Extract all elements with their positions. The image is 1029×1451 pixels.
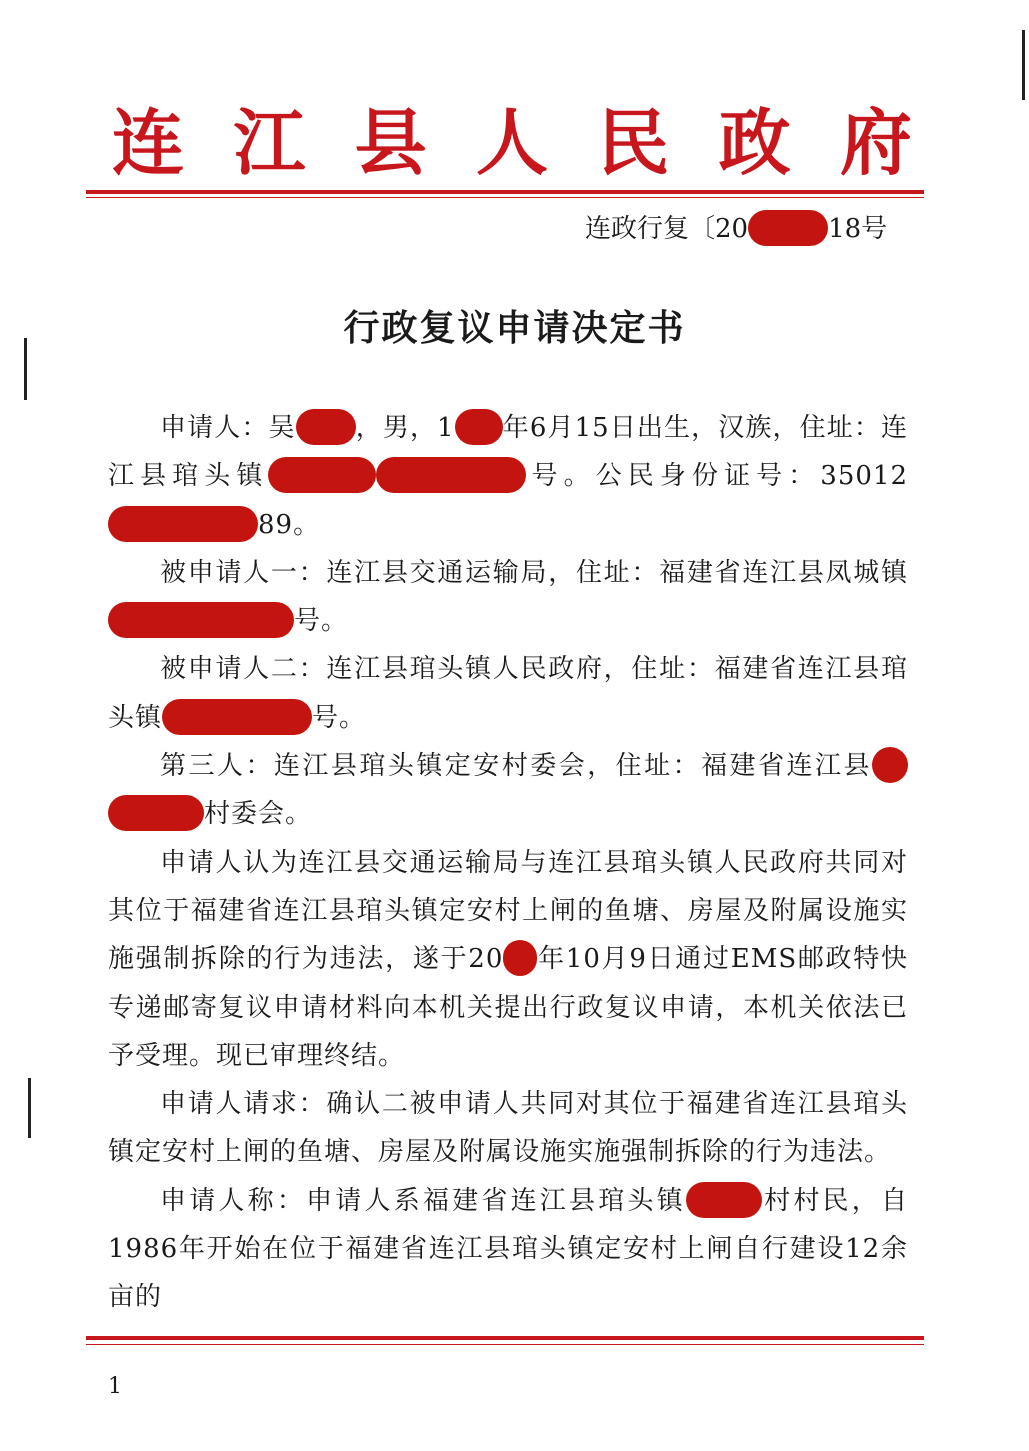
paragraph-applicant bbox=[108, 404, 908, 549]
redaction-mark bbox=[686, 1182, 762, 1218]
text-run: 号。 bbox=[294, 606, 349, 637]
body-text bbox=[108, 404, 908, 1322]
text-run: 被申请人一：连江县交通运输局，住址：福建省连江县凤城镇 bbox=[160, 557, 908, 588]
paragraph-third-party bbox=[108, 742, 908, 839]
text-run: 号。 bbox=[312, 702, 367, 733]
page-number: 1 bbox=[108, 1374, 122, 1399]
redaction-mark bbox=[268, 457, 376, 493]
scan-artifact bbox=[28, 1078, 31, 1138]
redaction-mark bbox=[872, 747, 908, 783]
header-char: 人 bbox=[475, 100, 548, 185]
header-rule-thick bbox=[86, 190, 924, 194]
text-run: 村村民，自1986年开始在位于福建省连江县琯头镇定安村上闸自行建设12余亩的 bbox=[108, 1185, 908, 1313]
issuer-header bbox=[112, 92, 912, 185]
paragraph-respondent-one bbox=[108, 549, 908, 646]
scan-artifact bbox=[1022, 30, 1025, 100]
header-char: 连 bbox=[112, 100, 185, 185]
text-run: ，男，1 bbox=[355, 413, 455, 443]
redaction-mark bbox=[376, 457, 526, 493]
paragraph-claims bbox=[108, 1177, 908, 1322]
redaction-mark bbox=[455, 409, 503, 445]
docno-prefix: 连政行复〔20 bbox=[585, 214, 749, 244]
text-run: 第三人：连江县琯头镇定安村委会，住址：福建省连江县 bbox=[160, 751, 872, 782]
header-rule-thin bbox=[86, 197, 924, 198]
text-run: 申请人认为连江县交通运输局与连江县琯头镇人民政府共同对其位于福建省连江县琯头镇定安村上闸的鱼塘、房屋及附属设施实施强制拆除的行为违法，遂于20 bbox=[108, 847, 908, 975]
text-run: 被申请人二：连江县琯头镇人民政府，住址：福建省连江县琯头镇 bbox=[108, 654, 908, 733]
paragraph-case-intro bbox=[108, 839, 908, 1080]
text-run: 申请人：吴 bbox=[160, 413, 296, 443]
header-char: 江 bbox=[233, 100, 306, 185]
document-number bbox=[585, 208, 887, 246]
paragraph-request: 申请人请求：确认二被申请人共同对其位于福建省连江县琯头镇定安村上闸的鱼塘、房屋及附属设施实施强制拆除的行为违法。 bbox=[108, 1089, 908, 1168]
text-run: 89。 bbox=[258, 509, 321, 540]
document-title: 行政复议申请决定书 bbox=[343, 308, 686, 349]
header-char: 民 bbox=[597, 100, 670, 185]
redaction-mark bbox=[296, 409, 356, 445]
footer-rule-thick bbox=[86, 1336, 924, 1340]
redaction-mark bbox=[503, 940, 537, 976]
redaction-mark bbox=[162, 699, 312, 735]
redaction-mark bbox=[108, 795, 204, 831]
header-char: 县 bbox=[354, 100, 427, 185]
header-char: 府 bbox=[839, 100, 912, 185]
paragraph-respondent-two bbox=[108, 645, 908, 742]
text-run: 年10月9日通过EMS邮政特快专递邮寄复议申请材料向本机关提出行政复议申请，本机关依法已予受理。现已审理终结。 bbox=[108, 944, 908, 1071]
text-run: 村委会。 bbox=[204, 799, 313, 830]
text-run: 号。公民身份证号：35012 bbox=[526, 461, 908, 492]
footer-rule-thin bbox=[86, 1344, 924, 1345]
text-run: 年6月15日出生，汉族，住址：连江县琯头镇 bbox=[108, 413, 908, 492]
redaction-mark bbox=[108, 602, 294, 638]
docno-suffix: 18号 bbox=[828, 214, 888, 244]
text-run: 申请人称：申请人系福建省连江县琯头镇 bbox=[160, 1185, 686, 1216]
redaction-mark bbox=[748, 210, 828, 246]
redaction-mark bbox=[108, 506, 258, 542]
header-char: 政 bbox=[718, 100, 791, 185]
scan-artifact bbox=[24, 338, 27, 400]
